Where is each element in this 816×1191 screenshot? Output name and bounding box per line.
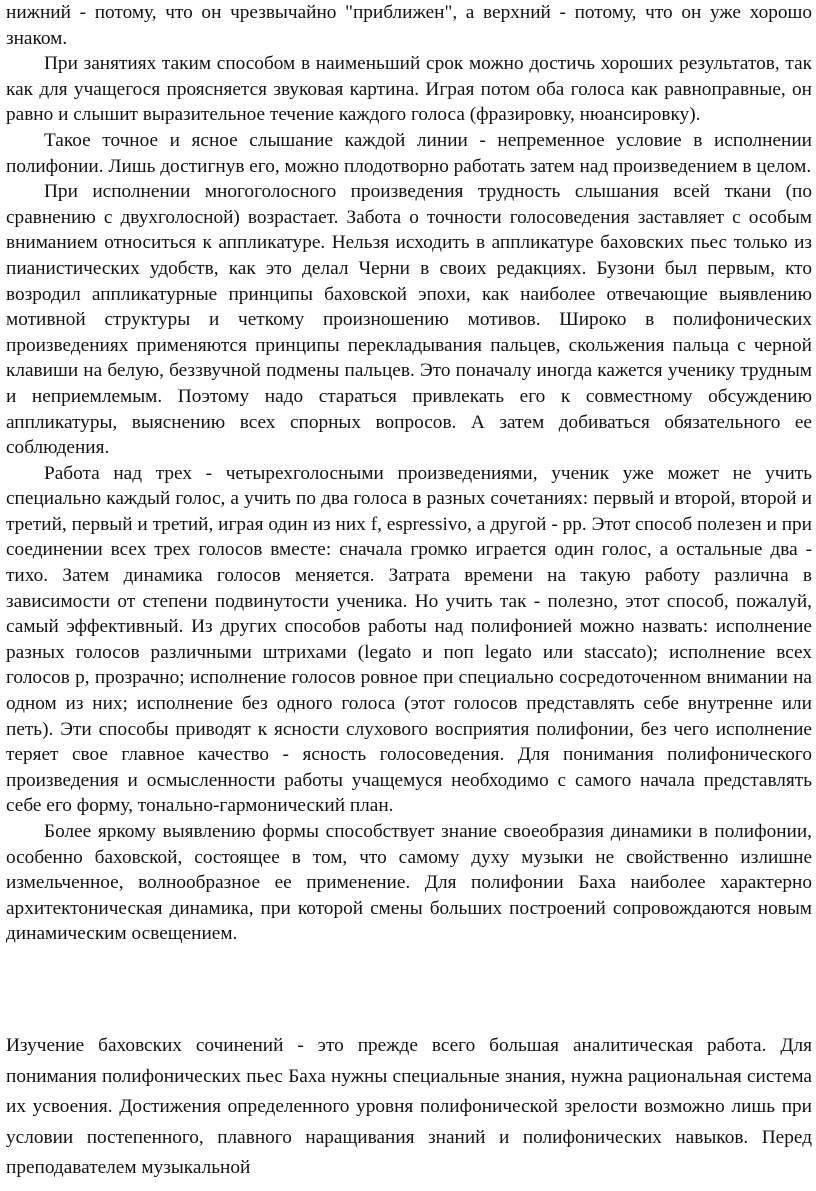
paragraph-line-hearing: Такое точное и ясное слышание каждой линии - непременное условие в исполнении полифонии. Лишь достигнув его, можно плодотворно работать затем над произведением в целом. (6, 129, 812, 177)
paragraph-bach-study: Изучение баховских сочинений - это прежде всего большая аналитическая работа. Для понимания полифонических пьес Баха нужны специальные знания, нужна рациональная система их усвоения. Достижения определенного уровня полифонической зрелости возможно лишь при условии постепенного, плавного наращивания знаний и полифонических навыков. Перед преподавателем музыкальной (6, 1035, 812, 1178)
paragraph-multivoice-work: Работа над трех - четырехголосными произведениями, ученик уже может не учить специально каждый голос, а учить по два голоса в разных сочетаниях: первый и второй, второй и третий, первый и третий, играя один из них f, espressivo, а другой - pp. Этот способ полезен и при соединении всех трех голосов вместе: сначала громко играется один голос, а остальные два - тихо. Затем динамика голосов меняется. Затрата времени на такую работу различна в зависимости от степени подвинутости ученика. Но учить так - полезно, этот способ, пожалуй, самый эффективный. Из других способов работы над полифонией можно назвать: исполнение разных голосов различными штрихами (legato и поп legato или staccato); исполнение всех голосов p, прозрачно; исполнение голосов ровное при специально сосредоточенном внимании на одном из них; исполнение без одного голоса (этот голосов представлять себе внутренне или петь). Эти способы приводят к ясности слухового восприятия полифонии, без чего исполнение теряет свое главное качество - ясность голосоведения. Для понимания полифонического произведения и осмысленности работы учащемуся необходимо с самого начала представлять себе его форму, тонально-гармонический план. (6, 462, 812, 817)
paragraph-dynamics: Более яркому выявлению формы способствует знание своеобразия динамики в полифонии, особенно баховской, состоящее в том, что самому духу музыки не свойственно излишне измельченное, волнообразное ее применение. Для полифонии Баха наиболее характерно архитектоническая динамика, при которой смены больших построений сопровождаются новым динамическим освещением. (6, 821, 812, 945)
paragraph-continuation: нижний - потому, что он чрезвычайно "приближен", а верхний - потому, что он уже хорошо знаком. (6, 2, 812, 49)
paragraph-fingering: При исполнении многоголосного произведения трудность слышания всей ткани (по сравнению с двухголосной) возрастает. Забота о точности голосоведения заставляет с особым вниманием относиться к аппликатуре. Нельзя исходить в аппликатуре баховских пьес только из пианистических удобств, как это делал Черни в своих редакциях. Бузони был первым, кто возродил аппликатурные принципы баховской эпохи, как наиболее отвечающие выявлению мотивной структуры и четкому произношению мотивов. Широко в полифонических произведениях применяются принципы перекладывания пальцев, скольжения пальца с черной клавиши на белую, беззвучной подмены пальцев. Это поначалу иногда кажется ученику трудным и неприемлемым. Поэтому надо стараться привлекать его к совместному обсуждению аппликатуры, выяснению всех спорных вопросов. А затем добиваться обязательного ее соблюдения. (6, 181, 812, 459)
main-text (6, 0, 812, 947)
paragraph-study-method: При занятиях таким способом в наименьший срок можно достичь хороших результатов, так как для учащегося проясняется звуковая картина. Играя потом оба голоса как равноправные, он равно и слышит выразительное течение каждого голоса (фразировку, нюансировку). (6, 53, 812, 126)
tail-text (6, 1031, 812, 1184)
